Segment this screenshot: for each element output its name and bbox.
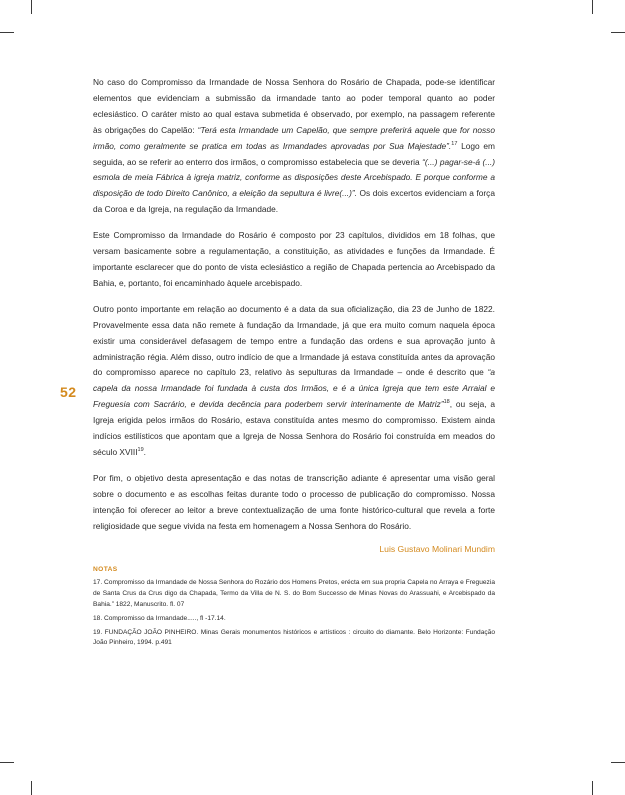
paragraph — [93, 75, 495, 218]
footnote-ref: 17 — [451, 140, 458, 147]
footnote-ref: 18 — [443, 399, 450, 406]
author-signature: Luis Gustavo Molinari Mundim — [379, 544, 495, 555]
paragraph — [93, 228, 495, 292]
crop-mark-right-upper — [611, 32, 625, 33]
notes-list — [93, 578, 495, 649]
paragraph-text: No caso do Compromisso da Irmandade de Nossa Senhora do Rosário de Chapada, pode-se identificar elementos que evidenciam a submissão da irmandade tanto ao poder temporal quanto ao poder eclesiástico. O caráter misto ao qual estava submetida é observado, por exemplo, na passagem referente às obrigações do Capelão: — [93, 77, 495, 135]
crop-mark-top-right — [592, 0, 593, 14]
quoted-text: “Terá esta Irmandade um Capelão, que sempre preferirá aquele que for nosso irmão, como geralmente se pratica em todas as Irmandades aprovadas por Sua Majestade”. — [93, 124, 495, 151]
paragraph — [93, 302, 495, 461]
quoted-text: “(...) pagar-se-á (...) esmola de meia Fábrica à igreja matriz, conforme as disposições deste Arcebispado. E porque conforme a disposição de todo Direito Canônico, a eleição da sepultura é livre(...)”. — [93, 156, 495, 199]
paragraph-text: Logo em seguida, ao se referir ao enterro dos irmãos, o compromisso estabelecia que se deveria — [93, 140, 495, 167]
crop-mark-left-lower — [0, 762, 14, 763]
paragraph-text: , ou seja, a Igreja erigida pelos irmãos do Rosário, estava constituída antes mesmo do compromisso. Existem ainda indícios estilísticos que apontam que a Igreja de Nossa Senhora do Rosário foi construída em meados do século XVIII — [93, 399, 495, 457]
page-content — [93, 75, 495, 652]
notes-heading: NOTAS — [93, 566, 118, 574]
page-number: 52 — [60, 384, 77, 400]
paragraph — [93, 471, 495, 535]
footnote: 18. Compromisso da Irmandade....., fl -17.14. — [93, 614, 226, 622]
footnote: 19. FUNDAÇÃO JOÃO PINHEIRO. Minas Gerais monumentos históricos e artísticos : circuito do diamante. Belo Horizonte: Fundação João Pinheiro, 1994. p.491 — [93, 628, 495, 647]
footnote-ref: 19 — [137, 447, 144, 454]
crop-mark-left-upper — [0, 32, 14, 33]
crop-mark-bottom-left — [31, 781, 32, 795]
body-text — [93, 75, 495, 534]
paragraph-text: Este Compromisso da Irmandade do Rosário é composto por 23 capítulos, divididos em 18 folhas, que versam basicamente sobre a regulamentação, a constituição, as atividades e funções da Irmandade. É importante esclarecer que do ponto de vista eclesiástico a região de Chapada pertencia ao Arcebispado da Bahia, e, portanto, foi encaminhado àquele arcebispado. — [93, 230, 495, 288]
crop-mark-right-lower — [611, 762, 625, 763]
paragraph-text: Por fim, o objetivo desta apresentação e das notas de transcrição adiante é apresentar uma visão geral sobre o documento e as escolhas feitas durante todo o processo de publicação do compromisso. Nossa intenção foi oferecer ao leitor a breve contextualização de uma fonte histórico-cultural que revela a forte religiosidade que segue vivida na festa em homenagem a Nossa Senhora do Rosário. — [93, 472, 495, 531]
quoted-text: “a capela da nossa Irmandade foi fundada à custa dos Irmãos, e é a única Igreja que tem este Arraial e Freguesia com Sacrário, e devida decência para poderbem servir interinamente de Matriz” — [93, 367, 495, 410]
crop-mark-bottom-right — [592, 781, 593, 795]
crop-mark-top-left — [31, 0, 32, 14]
paragraph-text: Outro ponto importante em relação ao documento é a data da sua oficialização, dia 23 de Junho de 1822. Provavelmente essa data não remete à fundação da Irmandade, já que era muito comum naquela época existir uma considerável defasagem de tempo entre a fundação das ordens e sua aprovação junto à administração régia. Além disso, outro indício de que a Irmandade já estava constituída antes da aprovação do compromisso aparece no capítulo 23, relativo às sepulturas da Irmandade – onde é descrito que — [93, 303, 495, 378]
footnote: 17. Compromisso da Irmandade de Nossa Senhora do Rozário dos Homens Pretos, erécta em sua propria Capela no Arraya e Freguezia de Santa Crus da Crus digo da Chapada, Termo da Villa de N. S. do Bom Successo de Minas Novas do Arassuahi, e Arcebispado da Bahia.” 1822, Manuscrito. fl. 07 — [93, 579, 495, 609]
paragraph-text: Os dois excertos evidenciam a força da Coroa e da Igreja, na regulação da Irmandade. — [93, 188, 495, 215]
paragraph-text: . — [143, 446, 146, 457]
